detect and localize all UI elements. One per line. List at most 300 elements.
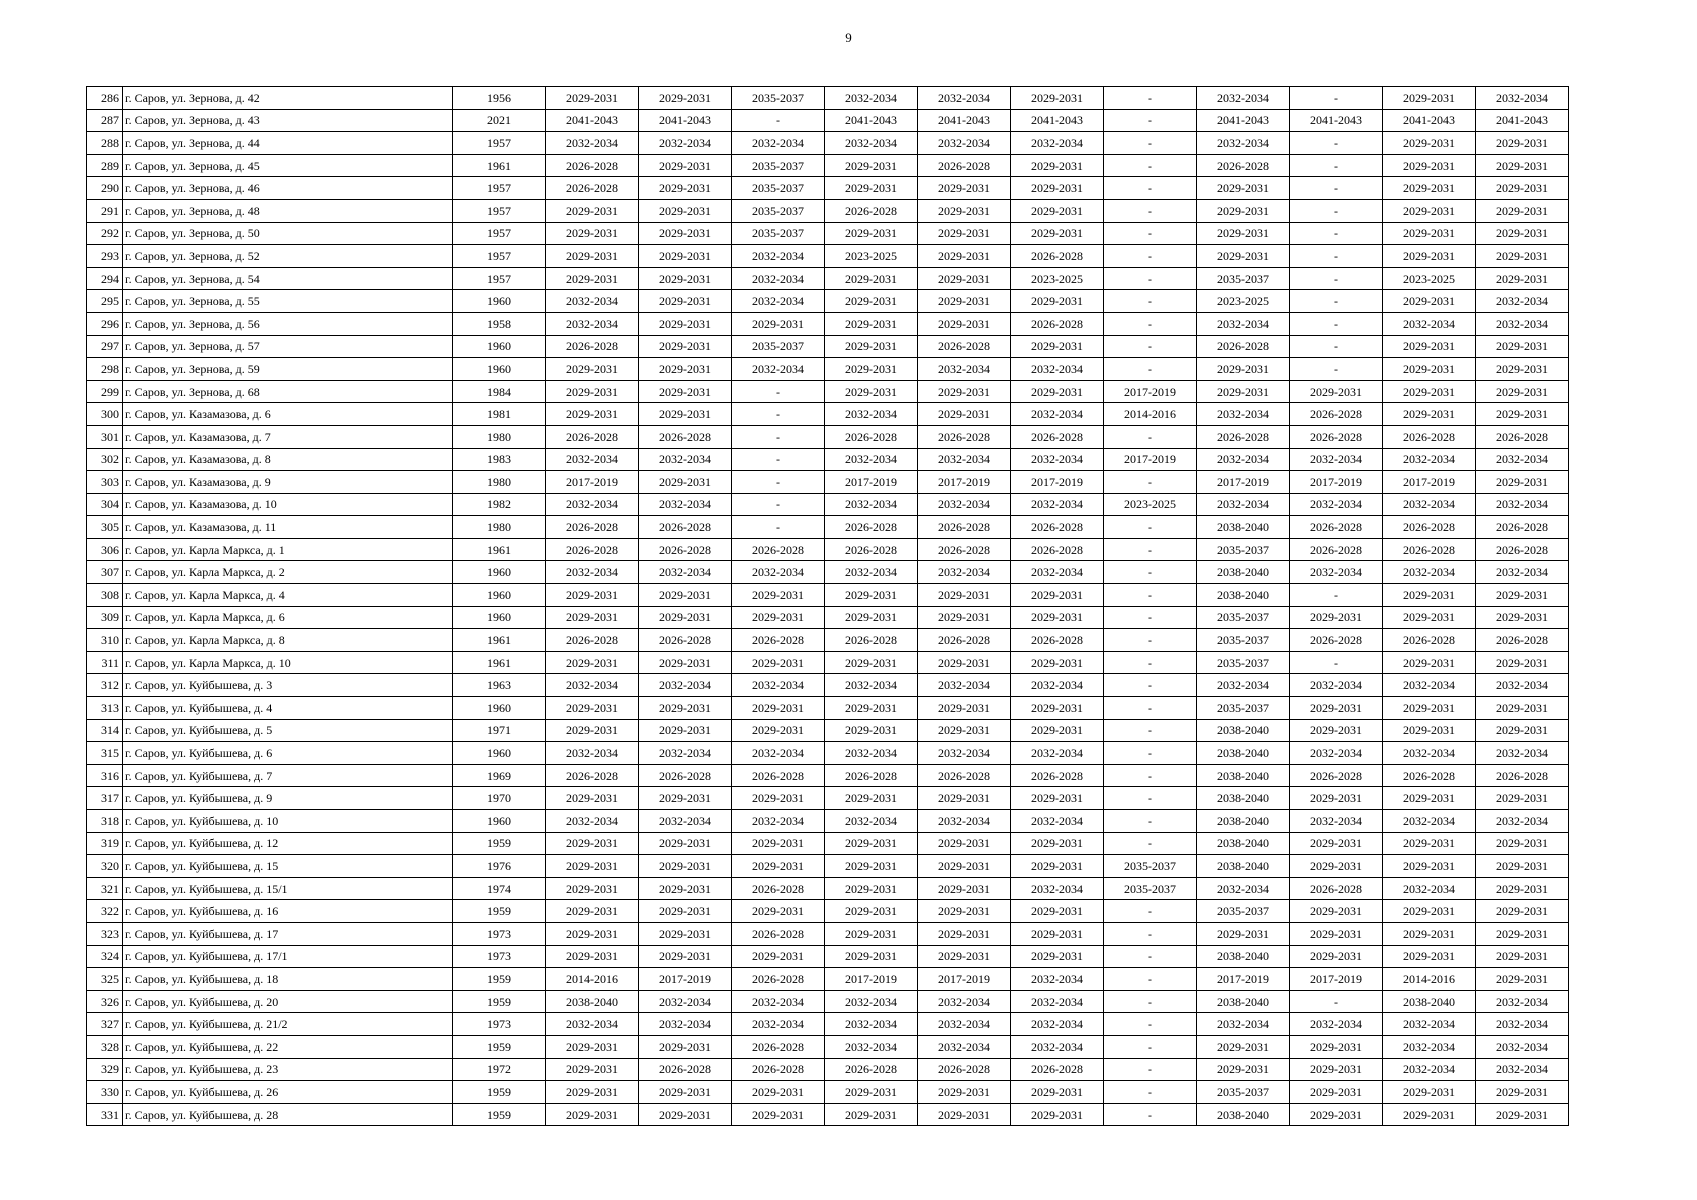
row-number-cell: 286 — [87, 87, 123, 110]
repair-period-cell: 2038-2040 — [1197, 516, 1290, 539]
repair-period-cell: 2032-2034 — [918, 1035, 1011, 1058]
repair-period-cell: - — [1104, 1058, 1197, 1081]
table-row — [87, 1035, 1569, 1058]
repair-period-cell: 2029-2031 — [1476, 335, 1569, 358]
row-number-cell: 325 — [87, 968, 123, 991]
repair-period-cell: 2038-2040 — [1197, 561, 1290, 584]
repair-period-cell: 2032-2034 — [825, 674, 918, 697]
repair-period-cell: 2032-2034 — [825, 132, 918, 155]
row-number-cell: 293 — [87, 245, 123, 268]
address-cell: г. Саров, ул. Куйбышева, д. 7 — [123, 764, 453, 787]
repair-period-cell: 2032-2034 — [825, 990, 918, 1013]
row-number-cell: 294 — [87, 267, 123, 290]
build-year-cell: 1959 — [453, 900, 546, 923]
repair-period-cell: 2029-2031 — [732, 606, 825, 629]
repair-period-cell: 2032-2034 — [1383, 1013, 1476, 1036]
repair-period-cell: 2032-2034 — [732, 245, 825, 268]
build-year-cell: 1980 — [453, 425, 546, 448]
repair-period-cell: 2029-2031 — [1476, 1103, 1569, 1126]
repair-period-cell: 2029-2031 — [639, 1103, 732, 1126]
repair-period-cell: 2029-2031 — [639, 177, 732, 200]
repair-period-cell: 2029-2031 — [918, 312, 1011, 335]
table-row — [87, 493, 1569, 516]
repair-period-cell: 2029-2031 — [918, 222, 1011, 245]
repair-period-cell: 2029-2031 — [1383, 87, 1476, 110]
row-number-cell: 307 — [87, 561, 123, 584]
repair-period-cell: 2032-2034 — [639, 990, 732, 1013]
repair-period-cell: 2032-2034 — [1197, 1013, 1290, 1036]
build-year-cell: 1980 — [453, 471, 546, 494]
repair-period-cell: 2032-2034 — [639, 1013, 732, 1036]
repair-period-cell: 2029-2031 — [546, 403, 639, 426]
repair-period-cell: 2029-2031 — [639, 900, 732, 923]
repair-period-cell: 2029-2031 — [1476, 945, 1569, 968]
address-cell: г. Саров, ул. Зернова, д. 57 — [123, 335, 453, 358]
row-number-cell: 302 — [87, 448, 123, 471]
repair-period-cell: 2029-2031 — [546, 606, 639, 629]
repair-period-cell: 2038-2040 — [1197, 990, 1290, 1013]
repair-period-cell: 2029-2031 — [825, 290, 918, 313]
repair-period-cell: 2038-2040 — [546, 990, 639, 1013]
repair-period-cell: 2029-2031 — [1011, 87, 1104, 110]
repair-period-cell: - — [1290, 222, 1383, 245]
address-cell: г. Саров, ул. Куйбышева, д. 15/1 — [123, 877, 453, 900]
repair-period-cell: 2029-2031 — [1476, 177, 1569, 200]
repair-period-cell: 2026-2028 — [1383, 538, 1476, 561]
repair-period-cell: 2029-2031 — [732, 719, 825, 742]
address-cell: г. Саров, ул. Куйбышева, д. 22 — [123, 1035, 453, 1058]
repair-period-cell: 2029-2031 — [1290, 606, 1383, 629]
repair-period-cell: 2029-2031 — [918, 1081, 1011, 1104]
repair-period-cell: 2032-2034 — [1383, 810, 1476, 833]
build-year-cell: 1959 — [453, 1081, 546, 1104]
build-year-cell: 1982 — [453, 493, 546, 516]
repair-period-cell: 2032-2034 — [1383, 1058, 1476, 1081]
repair-period-cell: 2032-2034 — [1197, 132, 1290, 155]
repair-period-cell: 2041-2043 — [1476, 109, 1569, 132]
table-row — [87, 177, 1569, 200]
repair-period-cell: 2029-2031 — [639, 403, 732, 426]
repair-period-cell: 2032-2034 — [546, 493, 639, 516]
row-number-cell: 291 — [87, 199, 123, 222]
repair-period-cell: 2029-2031 — [1383, 1081, 1476, 1104]
row-number-cell: 292 — [87, 222, 123, 245]
repair-period-cell: 2029-2031 — [1476, 245, 1569, 268]
row-number-cell: 326 — [87, 990, 123, 1013]
table-row — [87, 877, 1569, 900]
repair-period-cell: - — [1104, 1103, 1197, 1126]
row-number-cell: 287 — [87, 109, 123, 132]
repair-period-cell: 2038-2040 — [1197, 742, 1290, 765]
table-row — [87, 697, 1569, 720]
repair-period-cell: - — [1104, 1081, 1197, 1104]
repair-period-cell: - — [1104, 606, 1197, 629]
table-row — [87, 968, 1569, 991]
repair-period-cell: 2032-2034 — [825, 810, 918, 833]
row-number-cell: 320 — [87, 855, 123, 878]
repair-period-cell: 2026-2028 — [825, 425, 918, 448]
repair-period-cell: 2026-2028 — [1197, 335, 1290, 358]
row-number-cell: 331 — [87, 1103, 123, 1126]
address-cell: г. Саров, ул. Зернова, д. 52 — [123, 245, 453, 268]
repair-period-cell: 2029-2031 — [1011, 855, 1104, 878]
repair-period-cell: 2026-2028 — [732, 1035, 825, 1058]
repair-period-cell: 2032-2034 — [1011, 561, 1104, 584]
repair-period-cell: 2029-2031 — [732, 945, 825, 968]
repair-period-cell: 2014-2016 — [1383, 968, 1476, 991]
repair-period-cell: 2029-2031 — [1011, 335, 1104, 358]
repair-period-cell: 2029-2031 — [1383, 222, 1476, 245]
repair-period-cell: 2029-2031 — [918, 403, 1011, 426]
repair-period-cell: 2029-2031 — [825, 651, 918, 674]
repair-period-cell: - — [1104, 742, 1197, 765]
repair-period-cell: 2026-2028 — [1290, 764, 1383, 787]
repair-period-cell: 2026-2028 — [1476, 538, 1569, 561]
repair-period-cell: 2029-2031 — [825, 787, 918, 810]
repair-period-cell: 2032-2034 — [1011, 810, 1104, 833]
repair-period-cell: - — [1104, 267, 1197, 290]
repair-period-cell: - — [1104, 1013, 1197, 1036]
repair-period-cell: 2029-2031 — [1290, 787, 1383, 810]
address-cell: г. Саров, ул. Зернова, д. 44 — [123, 132, 453, 155]
repair-period-cell: 2026-2028 — [918, 516, 1011, 539]
repair-period-cell: 2029-2031 — [1197, 1058, 1290, 1081]
table-row — [87, 335, 1569, 358]
address-cell: г. Саров, ул. Куйбышева, д. 12 — [123, 832, 453, 855]
row-number-cell: 324 — [87, 945, 123, 968]
row-number-cell: 317 — [87, 787, 123, 810]
table-row — [87, 358, 1569, 381]
repair-period-cell: - — [1104, 358, 1197, 381]
row-number-cell: 330 — [87, 1081, 123, 1104]
repair-period-cell: 2026-2028 — [825, 199, 918, 222]
repair-period-cell: 2017-2019 — [825, 968, 918, 991]
repair-period-cell: 2029-2031 — [825, 945, 918, 968]
repair-period-cell: 2029-2031 — [546, 900, 639, 923]
repair-period-cell: 2026-2028 — [546, 538, 639, 561]
address-cell: г. Саров, ул. Куйбышева, д. 3 — [123, 674, 453, 697]
repair-period-cell: 2029-2031 — [825, 832, 918, 855]
repair-period-cell: 2032-2034 — [1383, 561, 1476, 584]
repair-period-cell: 2029-2031 — [918, 267, 1011, 290]
repair-period-cell: 2026-2028 — [1011, 516, 1104, 539]
repair-period-cell: 2026-2028 — [732, 629, 825, 652]
repair-period-cell: 2029-2031 — [825, 855, 918, 878]
repair-period-cell: 2029-2031 — [1197, 1035, 1290, 1058]
build-year-cell: 1961 — [453, 154, 546, 177]
repair-period-cell: 2029-2031 — [825, 312, 918, 335]
address-cell: г. Саров, ул. Зернова, д. 45 — [123, 154, 453, 177]
repair-period-cell: 2029-2031 — [639, 267, 732, 290]
repair-period-cell: 2026-2028 — [825, 516, 918, 539]
repair-period-cell: 2032-2034 — [639, 561, 732, 584]
address-cell: г. Саров, ул. Куйбышева, д. 17 — [123, 922, 453, 945]
build-year-cell: 1974 — [453, 877, 546, 900]
repair-period-cell: 2029-2031 — [639, 199, 732, 222]
repair-period-cell: 2023-2025 — [1383, 267, 1476, 290]
repair-period-cell: 2029-2031 — [546, 584, 639, 607]
repair-period-cell: 2029-2031 — [918, 900, 1011, 923]
repair-period-cell: 2029-2031 — [1476, 584, 1569, 607]
table-row — [87, 154, 1569, 177]
repair-period-cell: 2029-2031 — [1011, 1081, 1104, 1104]
table-row — [87, 764, 1569, 787]
build-year-cell: 1958 — [453, 312, 546, 335]
build-year-cell: 1960 — [453, 561, 546, 584]
repair-period-cell: 2017-2019 — [1011, 471, 1104, 494]
repair-period-cell: 2029-2031 — [639, 855, 732, 878]
address-cell: г. Саров, ул. Куйбышева, д. 23 — [123, 1058, 453, 1081]
repair-period-cell: 2029-2031 — [546, 719, 639, 742]
repair-period-cell: - — [732, 471, 825, 494]
repair-period-cell: 2026-2028 — [639, 516, 732, 539]
build-year-cell: 1961 — [453, 651, 546, 674]
repair-period-cell: - — [1104, 900, 1197, 923]
repair-period-cell: 2026-2028 — [1290, 538, 1383, 561]
repair-period-cell: - — [1104, 222, 1197, 245]
repair-period-cell: - — [1104, 968, 1197, 991]
repair-period-cell: 2029-2031 — [1383, 154, 1476, 177]
repair-period-cell: 2035-2037 — [732, 199, 825, 222]
repair-period-cell: 2029-2031 — [1476, 787, 1569, 810]
repair-period-cell: 2026-2028 — [546, 177, 639, 200]
repair-period-cell: 2032-2034 — [1011, 358, 1104, 381]
repair-period-cell: 2017-2019 — [1197, 471, 1290, 494]
build-year-cell: 2021 — [453, 109, 546, 132]
repair-period-cell: - — [1104, 425, 1197, 448]
repair-period-cell: 2029-2031 — [1197, 358, 1290, 381]
repair-period-cell: 2023-2025 — [1197, 290, 1290, 313]
repair-period-cell: 2029-2031 — [825, 900, 918, 923]
build-year-cell: 1959 — [453, 968, 546, 991]
address-cell: г. Саров, ул. Куйбышева, д. 16 — [123, 900, 453, 923]
address-cell: г. Саров, ул. Куйбышева, д. 9 — [123, 787, 453, 810]
repair-period-cell: - — [1104, 109, 1197, 132]
repair-period-cell: 2029-2031 — [1383, 290, 1476, 313]
repair-period-cell: 2032-2034 — [639, 810, 732, 833]
repair-period-cell: 2032-2034 — [1476, 1013, 1569, 1036]
repair-period-cell: 2029-2031 — [546, 855, 639, 878]
repair-period-cell: 2041-2043 — [546, 109, 639, 132]
repair-period-cell: 2026-2028 — [1011, 538, 1104, 561]
repair-period-cell: 2029-2031 — [825, 358, 918, 381]
repair-period-cell: 2029-2031 — [639, 606, 732, 629]
address-cell: г. Саров, ул. Казамазова, д. 11 — [123, 516, 453, 539]
repair-period-cell: 2029-2031 — [825, 380, 918, 403]
address-cell: г. Саров, ул. Казамазова, д. 6 — [123, 403, 453, 426]
repair-period-cell: 2032-2034 — [918, 990, 1011, 1013]
repair-period-cell: 2029-2031 — [546, 877, 639, 900]
repair-period-cell: 2029-2031 — [1011, 900, 1104, 923]
row-number-cell: 311 — [87, 651, 123, 674]
address-cell: г. Саров, ул. Карла Маркса, д. 6 — [123, 606, 453, 629]
repair-period-cell: 2029-2031 — [825, 222, 918, 245]
repair-period-cell: 2029-2031 — [1197, 922, 1290, 945]
repair-period-cell: - — [1290, 584, 1383, 607]
repair-period-cell: 2026-2028 — [1476, 764, 1569, 787]
build-year-cell: 1957 — [453, 177, 546, 200]
repair-period-cell: 2029-2031 — [1011, 177, 1104, 200]
repair-period-cell: 2029-2031 — [639, 945, 732, 968]
repair-period-cell: 2032-2034 — [918, 132, 1011, 155]
repair-period-cell: 2029-2031 — [1383, 358, 1476, 381]
address-cell: г. Саров, ул. Зернова, д. 68 — [123, 380, 453, 403]
repair-period-cell: 2032-2034 — [546, 290, 639, 313]
repair-period-cell: 2035-2037 — [732, 87, 825, 110]
repair-period-cell: 2026-2028 — [1197, 425, 1290, 448]
repair-period-cell: 2029-2031 — [639, 787, 732, 810]
row-number-cell: 313 — [87, 697, 123, 720]
repair-period-cell: 2026-2028 — [546, 629, 639, 652]
row-number-cell: 296 — [87, 312, 123, 335]
repair-period-cell: 2041-2043 — [918, 109, 1011, 132]
repair-period-cell: - — [1104, 945, 1197, 968]
repair-period-cell: 2029-2031 — [1011, 584, 1104, 607]
repair-period-cell: 2032-2034 — [918, 674, 1011, 697]
repair-period-cell: 2026-2028 — [1290, 877, 1383, 900]
repair-period-cell: - — [1290, 154, 1383, 177]
repair-period-cell: 2029-2031 — [1383, 132, 1476, 155]
repair-period-cell: 2029-2031 — [1476, 968, 1569, 991]
repair-period-cell: 2032-2034 — [918, 448, 1011, 471]
repair-period-cell: 2029-2031 — [918, 1103, 1011, 1126]
row-number-cell: 315 — [87, 742, 123, 765]
row-number-cell: 310 — [87, 629, 123, 652]
build-year-cell: 1959 — [453, 832, 546, 855]
repair-period-cell: 2029-2031 — [639, 1035, 732, 1058]
repair-period-cell: 2029-2031 — [1290, 719, 1383, 742]
repair-period-cell: 2032-2034 — [732, 290, 825, 313]
repair-period-cell: 2038-2040 — [1197, 764, 1290, 787]
row-number-cell: 288 — [87, 132, 123, 155]
repair-period-cell: 2029-2031 — [1476, 1081, 1569, 1104]
table-row — [87, 945, 1569, 968]
address-cell: г. Саров, ул. Куйбышева, д. 4 — [123, 697, 453, 720]
repair-period-cell: 2029-2031 — [1476, 222, 1569, 245]
repair-period-cell: 2029-2031 — [639, 651, 732, 674]
repair-period-cell: 2032-2034 — [918, 1013, 1011, 1036]
table-row — [87, 1058, 1569, 1081]
repair-period-cell: 2032-2034 — [1476, 493, 1569, 516]
repair-period-cell: 2017-2019 — [639, 968, 732, 991]
repair-period-cell: 2029-2031 — [1383, 900, 1476, 923]
address-cell: г. Саров, ул. Куйбышева, д. 17/1 — [123, 945, 453, 968]
repair-period-cell: 2029-2031 — [825, 1103, 918, 1126]
repair-period-cell: 2029-2031 — [825, 606, 918, 629]
repair-period-cell: 2026-2028 — [546, 516, 639, 539]
repair-period-cell: 2029-2031 — [1476, 358, 1569, 381]
repair-period-cell: 2029-2031 — [1476, 922, 1569, 945]
repair-period-cell: 2029-2031 — [1383, 832, 1476, 855]
build-year-cell: 1957 — [453, 222, 546, 245]
repair-period-cell: 2026-2028 — [1383, 516, 1476, 539]
repair-period-cell: 2038-2040 — [1197, 810, 1290, 833]
repair-period-cell: 2026-2028 — [1290, 629, 1383, 652]
build-year-cell: 1972 — [453, 1058, 546, 1081]
repair-period-cell: 2032-2034 — [1011, 968, 1104, 991]
repair-period-cell: 2026-2028 — [1476, 516, 1569, 539]
repair-period-cell: 2038-2040 — [1197, 832, 1290, 855]
repair-period-cell: 2032-2034 — [1011, 742, 1104, 765]
repair-period-cell: - — [1104, 674, 1197, 697]
repair-period-cell: - — [732, 516, 825, 539]
table-row — [87, 855, 1569, 878]
repair-period-cell: 2026-2028 — [1011, 629, 1104, 652]
repair-period-cell: 2026-2028 — [1290, 516, 1383, 539]
repair-period-cell: 2038-2040 — [1383, 990, 1476, 1013]
repair-period-cell: 2029-2031 — [1476, 900, 1569, 923]
table-row — [87, 742, 1569, 765]
table-row — [87, 584, 1569, 607]
repair-period-cell: 2032-2034 — [546, 674, 639, 697]
repair-period-cell: 2029-2031 — [1011, 606, 1104, 629]
repair-period-cell: 2014-2016 — [1104, 403, 1197, 426]
repair-period-cell: 2026-2028 — [1383, 629, 1476, 652]
repair-period-cell: 2032-2034 — [546, 742, 639, 765]
repair-period-cell: 2029-2031 — [1383, 380, 1476, 403]
repair-period-cell: 2026-2028 — [1011, 425, 1104, 448]
repair-period-cell: 2032-2034 — [825, 448, 918, 471]
repair-period-cell: 2032-2034 — [546, 810, 639, 833]
address-cell: г. Саров, ул. Зернова, д. 48 — [123, 199, 453, 222]
repair-period-cell: - — [1104, 719, 1197, 742]
table-row — [87, 1013, 1569, 1036]
address-cell: г. Саров, ул. Куйбышева, д. 21/2 — [123, 1013, 453, 1036]
capital-repair-schedule-table — [86, 86, 1569, 1126]
repair-period-cell: 2032-2034 — [825, 87, 918, 110]
table-row — [87, 629, 1569, 652]
repair-period-cell: 2035-2037 — [732, 222, 825, 245]
repair-period-cell: 2032-2034 — [732, 561, 825, 584]
repair-period-cell: 2023-2025 — [825, 245, 918, 268]
repair-period-cell: - — [1104, 561, 1197, 584]
repair-period-cell: 2029-2031 — [1383, 697, 1476, 720]
repair-period-cell: - — [1104, 199, 1197, 222]
repair-period-cell: 2038-2040 — [1197, 584, 1290, 607]
build-year-cell: 1960 — [453, 335, 546, 358]
repair-period-cell: 2032-2034 — [639, 742, 732, 765]
repair-period-cell: 2029-2031 — [1011, 199, 1104, 222]
table-body — [87, 87, 1569, 1126]
repair-period-cell: 2017-2019 — [546, 471, 639, 494]
table-row — [87, 922, 1569, 945]
repair-period-cell: 2029-2031 — [918, 199, 1011, 222]
repair-period-cell: 2029-2031 — [732, 312, 825, 335]
repair-period-cell: 2035-2037 — [1197, 697, 1290, 720]
address-cell: г. Саров, ул. Карла Маркса, д. 8 — [123, 629, 453, 652]
repair-period-cell: 2032-2034 — [1290, 561, 1383, 584]
repair-period-cell: 2029-2031 — [1383, 177, 1476, 200]
repair-period-cell: 2029-2031 — [546, 922, 639, 945]
table-row — [87, 990, 1569, 1013]
build-year-cell: 1970 — [453, 787, 546, 810]
repair-period-cell: 2032-2034 — [918, 561, 1011, 584]
repair-period-cell: 2032-2034 — [1476, 990, 1569, 1013]
repair-period-cell: 2029-2031 — [546, 87, 639, 110]
repair-period-cell: 2032-2034 — [825, 403, 918, 426]
build-year-cell: 1957 — [453, 245, 546, 268]
repair-period-cell: 2026-2028 — [732, 877, 825, 900]
repair-period-cell: 2029-2031 — [1383, 584, 1476, 607]
repair-period-cell: 2041-2043 — [1383, 109, 1476, 132]
repair-period-cell: 2029-2031 — [1383, 606, 1476, 629]
row-number-cell: 323 — [87, 922, 123, 945]
repair-period-cell: 2032-2034 — [732, 674, 825, 697]
repair-period-cell: 2032-2034 — [1011, 132, 1104, 155]
repair-period-cell: - — [1104, 810, 1197, 833]
repair-period-cell: 2029-2031 — [546, 245, 639, 268]
repair-period-cell: - — [1104, 335, 1197, 358]
